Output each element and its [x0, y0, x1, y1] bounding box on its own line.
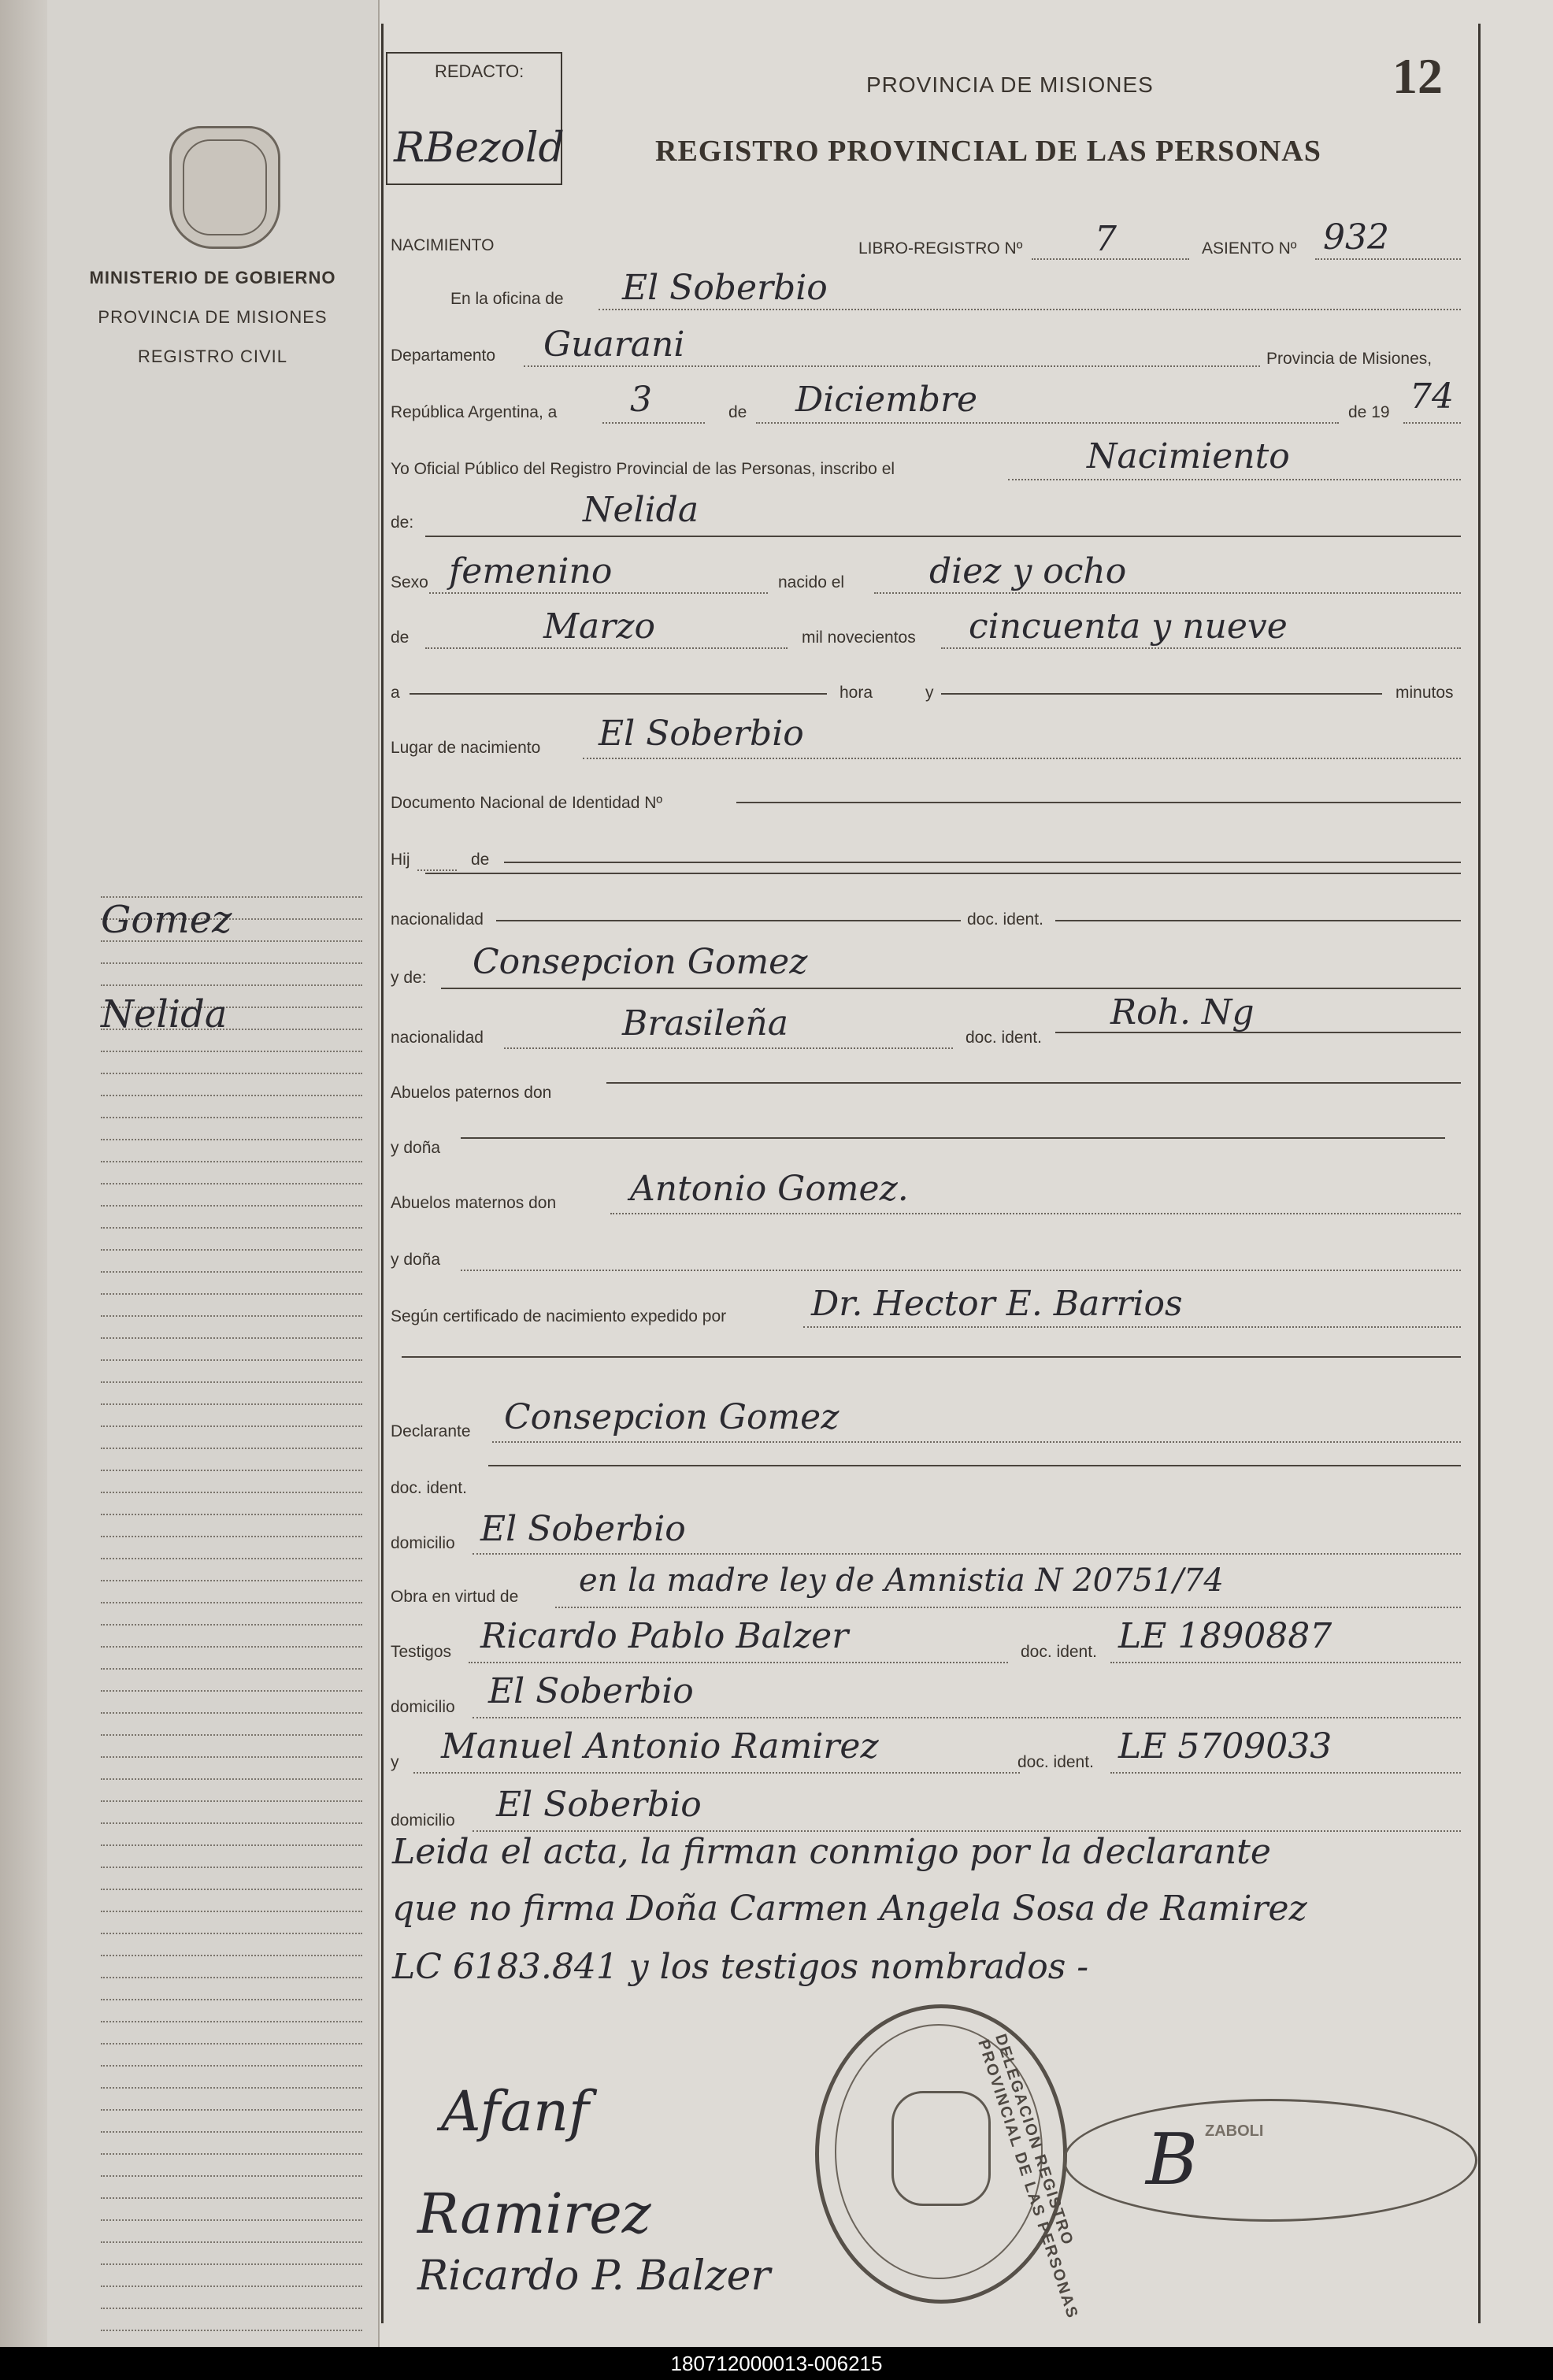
stub-ruled-line — [101, 2241, 362, 2243]
stub-ruled-line — [101, 1889, 362, 1890]
oficina-line — [599, 309, 1461, 310]
ydona2-line — [461, 1270, 1461, 1271]
mes-line — [756, 422, 1339, 424]
madre-value: Consepcion Gomez — [473, 942, 808, 982]
abpat-label: Abuelos paternos don — [391, 1084, 552, 1102]
oficina-value: El Soberbio — [622, 268, 828, 308]
domicilio3-value: El Soberbio — [496, 1785, 702, 1825]
nacido-line — [874, 592, 1461, 594]
departamento-line — [524, 365, 1260, 367]
nombre-line — [425, 536, 1461, 537]
stub-ruled-line — [101, 2087, 362, 2089]
de3-label: de — [391, 628, 410, 647]
stub-ruled-line — [101, 2021, 362, 2022]
mes-nac-value: Marzo — [543, 606, 655, 647]
doc4-value: LE 5709033 — [1118, 1726, 1332, 1766]
hij-line — [417, 869, 457, 871]
nac1-strike — [496, 920, 961, 921]
stub-ruled-line — [101, 2131, 362, 2133]
stub-ruled-line — [101, 1403, 362, 1405]
stub-ruled-line — [101, 1668, 362, 1670]
stub-ruled-line — [101, 2219, 362, 2221]
stub-ruled-line — [101, 1646, 362, 1648]
seal-inner-ring — [183, 139, 267, 235]
doc2-label: doc. ident. — [966, 1029, 1042, 1047]
redacto-label: REDACTO: — [435, 61, 524, 81]
stub-ruled-line — [101, 1117, 362, 1118]
oval-stamp — [1063, 2099, 1477, 2222]
lugar-value: El Soberbio — [599, 714, 804, 754]
signature-2: Ramirez — [417, 2182, 651, 2246]
doc2-value: Roh. Ng — [1110, 992, 1255, 1032]
domicilio1-label: domicilio — [391, 1534, 455, 1552]
departamento-label: Departamento — [391, 347, 496, 365]
oval-stamp-text: ZABOLI — [1205, 2122, 1264, 2140]
padre-strike — [504, 862, 1461, 863]
testigo1-value: Ricardo Pablo Balzer — [480, 1616, 849, 1656]
stub-ruled-line — [101, 1867, 362, 1868]
testigo2-line — [413, 1772, 1020, 1774]
provincia-suffix: Provincia de Misiones, — [1266, 350, 1433, 368]
testigo2-value: Manuel Antonio Ramirez — [441, 1726, 879, 1766]
stub-ruled-line — [101, 1558, 362, 1559]
book-binding — [0, 0, 47, 2347]
nota-line-1: Leida el acta, la firman conmigo por la declarante — [392, 1832, 1271, 1872]
stub-ruled-line — [101, 2065, 362, 2067]
abmat-label: Abuelos maternos don — [391, 1194, 557, 1212]
declarante-label: Declarante — [391, 1422, 471, 1440]
stub-ruled-line — [101, 1492, 362, 1493]
asiento-label: ASIENTO Nº — [1202, 239, 1297, 258]
stub-ruled-line — [101, 1470, 362, 1471]
minutos-strike — [941, 693, 1382, 695]
round-stamp-emblem — [891, 2091, 991, 2206]
nacido-value: diez y ocho — [929, 551, 1127, 591]
a-label: a — [391, 684, 400, 702]
oficial-line — [1008, 479, 1461, 480]
stub-surname: Gomez — [101, 898, 232, 942]
nota-line-3: LC 6183.841 y los testigos nombrados - — [392, 1947, 1089, 1987]
segun-value: Dr. Hector E. Barrios — [811, 1284, 1183, 1324]
header-province: PROVINCIA DE MISIONES — [866, 72, 1154, 97]
lugar-line — [583, 758, 1461, 759]
stub-ruled-line — [101, 1756, 362, 1758]
footer-id: 180712000013-006215 — [0, 2347, 1553, 2380]
oval-signature: B — [1146, 2119, 1199, 2201]
nacimiento-label: NACIMIENTO — [391, 236, 495, 254]
stub-ruled-line — [101, 2043, 362, 2045]
oficina-label: En la oficina de — [450, 290, 564, 308]
stub-ruled-line — [101, 1977, 362, 1978]
stub-ruled-line — [101, 1580, 362, 1581]
republica-label: República Argentina, a — [391, 403, 558, 421]
nombre-value: Nelida — [583, 490, 699, 530]
nota-line-2: que no firma Doña Carmen Angela Sosa de Ramirez — [392, 1889, 1307, 1929]
round-stamp-text: DELEGACION REGISTRO PROVINCIAL DE LAS PERSONAS — [974, 2032, 1081, 2322]
stub-ruled-line — [101, 1778, 362, 1780]
stub-ruled-line — [101, 1425, 362, 1427]
anio-line — [1403, 422, 1461, 424]
stub-ruled-line — [101, 1095, 362, 1096]
stub-ruled-line — [101, 1227, 362, 1229]
signature-3: Ricardo P. Balzer — [417, 2252, 771, 2300]
anio-nac-line — [941, 647, 1461, 649]
signature-1: Afanf — [441, 2079, 589, 2144]
ydona2-label: y doña — [391, 1251, 441, 1269]
stub-ruled-line — [101, 1315, 362, 1317]
testigos-label: Testigos — [391, 1643, 452, 1661]
declarante-value: Consepcion Gomez — [504, 1397, 840, 1437]
asiento-line — [1315, 258, 1461, 260]
stub-ruled-line — [101, 2109, 362, 2111]
stub-ruled-line — [101, 1602, 362, 1603]
stub-ruled-line — [101, 1999, 362, 2000]
padre-line — [425, 873, 1461, 874]
redacto-signature: RBezold — [394, 124, 565, 172]
doc1-strike — [1055, 920, 1461, 921]
domicilio1-value: El Soberbio — [480, 1509, 686, 1549]
domicilio3-label: domicilio — [391, 1811, 455, 1829]
sexo-value: femenino — [449, 551, 613, 591]
oficial-label: Yo Oficial Público del Registro Provincial de las Personas, inscribo el — [391, 460, 895, 478]
stub-ruled-line — [101, 2175, 362, 2177]
abmat-line — [610, 1213, 1461, 1214]
nac1-label: nacionalidad — [391, 910, 484, 929]
madre-line — [441, 988, 1461, 989]
stub-ruled-line — [101, 1271, 362, 1273]
stub-province: PROVINCIA DE MISIONES — [98, 307, 328, 327]
nacido-label: nacido el — [778, 573, 845, 591]
stub-ruled-line — [101, 1933, 362, 1934]
stub-ruled-line — [101, 1448, 362, 1449]
stub-ruled-line — [101, 984, 362, 986]
stub-ruled-line — [101, 1955, 362, 1956]
doc1-label: doc. ident. — [967, 910, 1043, 929]
de2-label: de: — [391, 513, 414, 532]
stub-ruled-line — [101, 1359, 362, 1361]
segun-label: Según certificado de nacimiento expedido por — [391, 1307, 727, 1325]
docdecl-line — [488, 1465, 1461, 1466]
stub-given-name: Nelida — [101, 992, 228, 1036]
domicilio2-line — [473, 1717, 1461, 1718]
oficial-value: Nacimiento — [1087, 436, 1290, 476]
stub-ruled-line — [101, 1337, 362, 1339]
doc3-label: doc. ident. — [1021, 1643, 1097, 1661]
yde-label: y de: — [391, 969, 427, 987]
anio-label: de 19 — [1348, 403, 1390, 421]
obra-value: en la madre ley de Amnistia N 20751/74 — [579, 1563, 1224, 1599]
doc3-line — [1110, 1662, 1461, 1663]
hij-label: Hij — [391, 851, 410, 869]
y2-label: y — [391, 1753, 399, 1771]
lugar-label: Lugar de nacimiento — [391, 739, 541, 757]
stub-ruled-line — [101, 1690, 362, 1692]
sexo-line — [429, 592, 768, 594]
departamento-value: Guarani — [543, 324, 685, 365]
stub-ruled-line — [101, 1734, 362, 1736]
abpat-line — [606, 1082, 1461, 1084]
stub-ruled-line — [101, 2285, 362, 2287]
minutos-label: minutos — [1395, 684, 1454, 702]
stub-ruled-line — [101, 1514, 362, 1515]
nac2-line — [504, 1047, 953, 1049]
provincial-seal — [169, 126, 280, 249]
domicilio2-value: El Soberbio — [488, 1671, 694, 1711]
dia-value: 3 — [630, 380, 652, 420]
hora-label: hora — [840, 684, 873, 702]
de4-label: de — [471, 851, 490, 869]
stub-ruled-line — [101, 2308, 362, 2309]
stub-ruled-line — [101, 1822, 362, 1824]
stub-ruled-line — [101, 1139, 362, 1140]
obra-label: Obra en virtud de — [391, 1588, 519, 1606]
ydona1-line — [461, 1137, 1445, 1139]
abmat-value: Antonio Gomez. — [630, 1169, 909, 1209]
libro-value: 7 — [1095, 219, 1117, 259]
stub-ruled-line — [101, 962, 362, 964]
doc4-label: doc. ident. — [1017, 1753, 1094, 1771]
stub-ruled-line — [101, 2153, 362, 2155]
stub-ruled-line — [101, 1051, 362, 1052]
stub-ruled-line — [101, 2330, 362, 2331]
stub-ruled-line — [101, 1381, 362, 1383]
stub-ruled-line — [101, 1293, 362, 1295]
stub-ruled-line — [101, 2197, 362, 2199]
anio-nac-value: cincuenta y nueve — [969, 606, 1288, 647]
sexo-label: Sexo — [391, 573, 428, 591]
page-number: 12 — [1392, 48, 1443, 104]
redacto-box — [386, 52, 565, 185]
ydona1-label: y doña — [391, 1139, 441, 1157]
stub-ruled-line — [101, 1205, 362, 1207]
segun-line-2 — [402, 1356, 1461, 1358]
stub-ruled-line — [101, 1624, 362, 1626]
libro-label: LIBRO-REGISTRO Nº — [858, 239, 1023, 258]
segun-line — [803, 1326, 1461, 1328]
stub-office: REGISTRO CIVIL — [137, 347, 288, 366]
stub-ruled-line — [101, 1161, 362, 1162]
asiento-value: 932 — [1323, 217, 1389, 258]
de-label: de — [728, 403, 747, 421]
declarante-line — [492, 1441, 1461, 1443]
y-label: y — [925, 684, 934, 702]
dni-strike — [736, 802, 1461, 803]
mes-nac-line — [425, 647, 788, 649]
mil-label: mil novecientos — [802, 628, 916, 647]
stub-ruled-line — [101, 2263, 362, 2265]
stub-ruled-line — [101, 1911, 362, 1912]
doc4-line — [1110, 1772, 1461, 1774]
stub-ruled-line — [101, 1800, 362, 1802]
stub-ministry: MINISTERIO DE GOBIERNO — [89, 268, 336, 287]
stub-ruled-line — [101, 1073, 362, 1074]
domicilio2-label: domicilio — [391, 1698, 455, 1716]
nac2-label: nacionalidad — [391, 1029, 484, 1047]
hora-strike — [410, 693, 827, 695]
stub-ruled-line — [101, 1536, 362, 1537]
doc3-value: LE 1890887 — [1118, 1616, 1332, 1656]
dia-line — [602, 422, 705, 424]
anio-value: 74 — [1410, 376, 1454, 417]
stub-ruled-line — [101, 1249, 362, 1251]
stub-ruled-line — [101, 1183, 362, 1184]
testigo1-line — [469, 1662, 1008, 1663]
stub-ruled-line — [101, 1844, 362, 1846]
header-registry: REGISTRO PROVINCIAL DE LAS PERSONAS — [655, 135, 1321, 168]
mes-value: Diciembre — [795, 380, 978, 420]
docdecl-label: doc. ident. — [391, 1479, 467, 1497]
domicilio1-line — [473, 1553, 1461, 1555]
stub-ruled-line — [101, 1712, 362, 1714]
dni-label: Documento Nacional de Identidad Nº — [391, 794, 663, 812]
obra-line — [555, 1607, 1461, 1608]
nac2-value: Brasileña — [622, 1003, 788, 1044]
